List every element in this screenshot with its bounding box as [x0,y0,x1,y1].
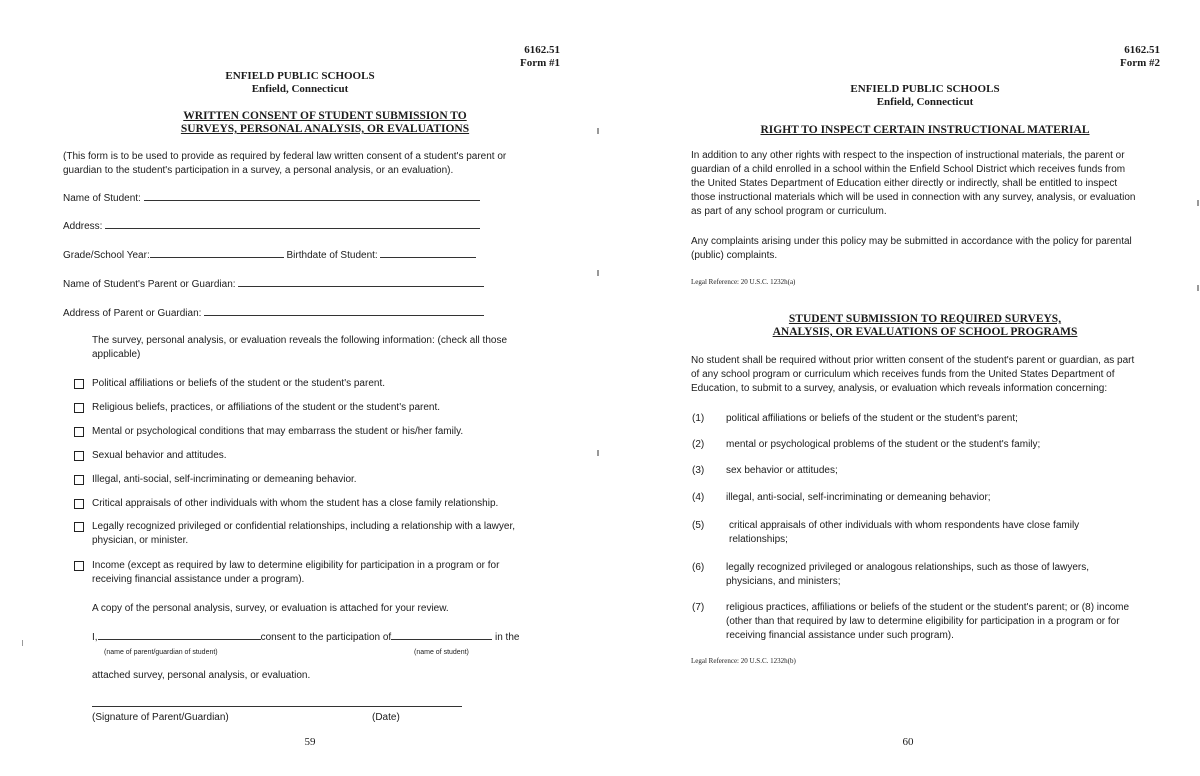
check-label-income-line2: receiving financial assistance under a program). [92,574,305,585]
inspect-line: the United States Department of Education either directly or indirectly, shall be entitled to inspect [691,178,1118,189]
check-label-sexual: Sexual behavior and attitudes. [92,450,227,461]
checkbox-mental[interactable] [74,427,84,437]
parent-address-field[interactable] [63,307,484,321]
check-label-illegal: Illegal, anti-social, self-incriminating or demeaning behavior. [92,474,357,485]
parent-address-label: Address of Parent or Guardian: [63,308,202,319]
title-student-submission-line1: STUDENT SUBMISSION TO REQUIRED SURVEYS, [788,313,1062,325]
parent-name-field[interactable] [63,278,484,292]
item-7-line: religious practices, affiliations or beliefs of the student or the student's parent; or (8) income [726,602,1130,613]
item-text-6 [726,561,1166,589]
check-label-mental: Mental or psychological conditions that may embarrass the student or his/her family. [92,426,464,437]
scan-mark [597,128,599,134]
title-student-submission-line2: ANALYSIS, OR EVALUATIONS OF SCHOOL PROGRAMS [772,326,1078,338]
legal-reference-2: Legal Reference: 20 U.S.C. 1232h(b) [691,657,796,665]
item-7-line: receiving financial assistance under such program). [726,630,954,641]
birthdate-line[interactable] [380,256,476,258]
inspect-line: guardian of a child enrolled in a school within the Enfield School District which receives funds from [691,164,1126,175]
address-line[interactable] [105,227,480,229]
scan-mark [1197,200,1199,206]
checkbox-income[interactable] [74,561,84,571]
scan-mark [22,640,23,646]
parent-address-line[interactable] [204,314,484,316]
inspect-line: In addition to any other rights with respect to the inspection of instructional materials, the parent or [691,150,1125,161]
consent-i: I, [92,632,98,643]
form-number: Form #2 [1119,57,1160,69]
scan-mark [1197,285,1199,291]
inspect-line: as part of any school program or curriculum. [691,206,887,217]
checkbox-religious[interactable] [74,403,84,413]
intro-line1: (This form is to be used to provide as required by federal law written consent of a student's parent or [63,151,507,162]
submission-line: Education, to submit to a survey, analysis, or evaluation which reveals information concerning: [691,383,1108,394]
page-number-left: 59 [304,736,316,748]
student-name-label: Name of Student: [63,193,141,204]
item-number-1: (1) [692,413,705,424]
item-number-7: (7) [692,602,705,613]
copy-attached-text: A copy of the personal analysis, survey, or evaluation is attached for your review. [92,603,449,614]
birthdate-label: Birthdate of Student: [286,250,378,261]
student-name-field[interactable] [63,192,480,206]
item-7-line: (other than that required by law to determine eligibility for participation in a program or for [726,616,1120,627]
checkbox-sexual[interactable] [74,451,84,461]
consent-label-parent: (name of parent/guardian of student) [104,649,218,656]
signature-line[interactable] [92,706,462,707]
consent-label-student: (name of student) [414,649,469,656]
consent-mid: consent to the participation of [260,632,392,643]
address-label: Address: [63,221,103,232]
item-number-3: (3) [692,465,705,476]
check-label-religious: Religious beliefs, practices, or affiliations of the student or the student's parent. [92,402,441,413]
scan-mark [597,270,599,276]
checkbox-privileged[interactable] [74,522,84,532]
item-5-line: relationships; [729,534,788,545]
parent-name-label: Name of Student's Parent or Guardian: [63,279,236,290]
address-field[interactable] [63,220,480,234]
complaints-paragraph [691,235,1171,263]
item-number-4: (4) [692,492,705,503]
district-name: ENFIELD PUBLIC SCHOOLS [225,70,375,82]
policy-code: 6162.51 [524,44,560,56]
policy-code: 6162.51 [1124,44,1160,56]
item-number-2: (2) [692,439,705,450]
grade-line[interactable] [150,256,284,258]
district-town: Enfield, Connecticut [876,96,974,108]
item-text-3: sex behavior or attitudes; [726,465,838,476]
attached-survey-text: attached survey, personal analysis, or evaluation. [92,670,311,681]
checkbox-political[interactable] [74,379,84,389]
check-label-privileged-line2: physician, or minister. [92,535,189,546]
district-name: ENFIELD PUBLIC SCHOOLS [850,83,1000,95]
item-6-line: physicians, and ministers; [726,576,841,587]
item-text-4: illegal, anti-social, self-incriminating or demeaning behavior; [726,492,991,503]
survey-reveals-line1: The survey, personal analysis, or evaluation reveals the following information: (check all those [92,335,508,346]
consent-line[interactable] [92,631,552,645]
legal-reference-1: Legal Reference: 20 U.S.C. 1232h(a) [691,278,796,286]
page-right [600,0,1200,776]
title-right-to-inspect: RIGHT TO INSPECT CERTAIN INSTRUCTIONAL MATERIAL [760,124,1090,136]
item-text-1: political affiliations or beliefs of the student or the student's parent; [726,413,1018,424]
date-label: (Date) [372,712,400,723]
student-name-blank[interactable] [391,638,492,640]
item-number-5: (5) [692,520,705,531]
item-number-6: (6) [692,562,705,573]
survey-reveals-line2: applicable) [92,349,141,360]
item-text-5 [729,519,1169,547]
complaints-line: Any complaints arising under this policy may be submitted in accordance with the policy for parental [691,236,1132,247]
parent-name-line[interactable] [238,285,484,287]
checkbox-critical[interactable] [74,499,84,509]
signature-label: (Signature of Parent/Guardian) [92,712,229,723]
district-town: Enfield, Connecticut [251,83,349,95]
item-text-7 [726,601,1171,643]
grade-birthdate-row[interactable] [63,249,476,263]
inspect-paragraph [691,149,1171,219]
complaints-line: (public) complaints. [691,250,778,261]
grade-label: Grade/School Year: [63,250,150,261]
parent-name-blank[interactable] [98,638,261,640]
form-title-line1: WRITTEN CONSENT OF STUDENT SUBMISSION TO [183,110,467,122]
page-number-right: 60 [902,736,914,748]
consent-end: in the [494,632,520,643]
submission-paragraph [691,354,1171,396]
intro-line2: guardian to the student's participation in a survey, a personal analysis, or an evaluation). [63,165,454,176]
form-number: Form #1 [519,57,560,69]
check-label-political: Political affiliations or beliefs of the student or the student's parent. [92,378,386,389]
item-5-line: critical appraisals of other individuals with whom respondents have close family [729,520,1080,531]
submission-line: of any school program or curriculum which receives funds from the United States Department of [691,369,1115,380]
student-name-line[interactable] [144,199,480,201]
check-label-privileged-line1: Legally recognized privileged or confidential relationships, including a relationship with a lawyer, [92,521,516,532]
submission-line: No student shall be required without prior written consent of the student's parent or guardian, as part [691,355,1135,366]
check-label-critical: Critical appraisals of other individuals with whom the student has a close family relationship. [92,498,499,509]
item-text-2: mental or psychological problems of the student or the student's family; [726,439,1041,450]
checkbox-illegal[interactable] [74,475,84,485]
form-title-line2: SURVEYS, PERSONAL ANALYSIS, OR EVALUATIONS [180,123,470,135]
check-label-income-line1: Income (except as required by law to determine eligibility for participation in a program or for [92,560,500,571]
item-6-line: legally recognized privileged or analogous relationships, such as those of lawyers, [726,562,1089,573]
scan-mark [597,450,599,456]
inspect-line: those instructional materials which will be used in connection with any survey, analysis, or evaluation [691,192,1136,203]
